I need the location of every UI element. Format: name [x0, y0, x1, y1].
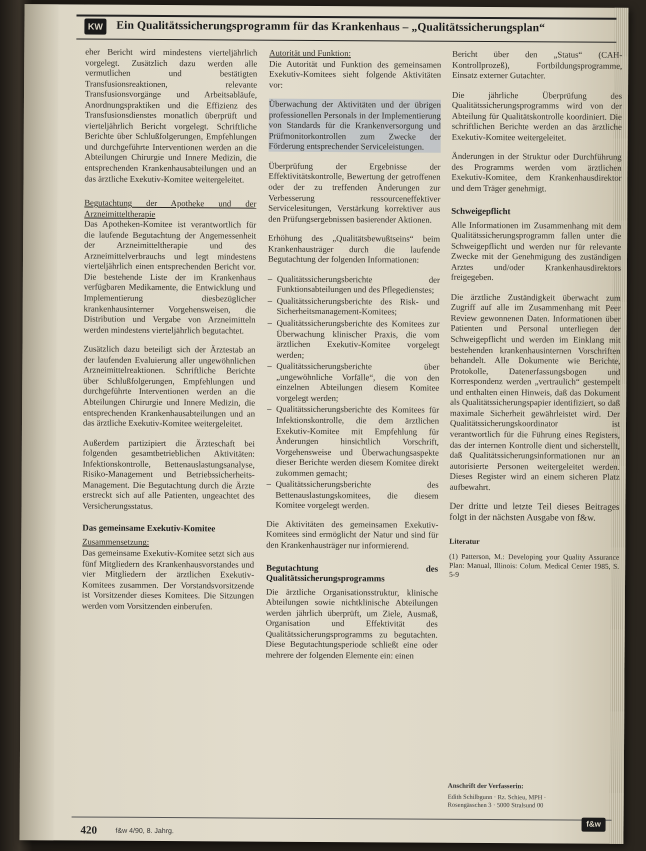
- paragraph: Außerdem partizipiert die Ärzteschaft bei folgenden gesamtbetrieblichen Aktivitäten: Infektionskontrolle, Bettenauslastungsanalyse, Risiko-Management und Betriebssicherheits-Management. Die Begutachtung durch die Ärzte erstreckt sich auf alle Patienten, ungeachtet des Versicherungsstatus.: [82, 437, 255, 511]
- section-heading: Begutachtung des Qualitätssicherungsprogramms: [266, 562, 439, 583]
- literature-heading: Literatur: [449, 537, 480, 547]
- list-item: – Qualitätssicherungsberichte des Komitees für Infektionskontrolle, die dem ärztlichen Exekutiv-Komitee mit Empfehlung für Änderungen hinsichtlich Vorschrift, Vorgehensweise und Überwachungsaspekte dieser Berichte werden diesem Komitee direkt zukommen gemacht;: [267, 404, 439, 479]
- list-item: – Qualitätssicherungsberichte des Komitees zur Überwachung klinischer Praxis, die vom ärztlichen Exekutiv-Komitee vorgelegt werden;: [267, 318, 439, 361]
- paragraph: Die Autorität und Funktion des gemeinsamen Exekutiv-Komitees sieht folgende Aktivitäten vor:: [269, 58, 442, 90]
- section-heading: Schweigepflicht: [451, 205, 511, 216]
- footer-rule: [72, 816, 612, 820]
- fw-footer-logo-icon: f&w: [582, 818, 606, 832]
- literature-item: (1) Patterson, M.: Developing your Quality Assurance Plan: Manual, Illinois: Colum. Medical Center 1985, S. 5-9: [449, 552, 620, 580]
- paragraph: Alle Informationen im Zusammenhang mit dem Qualitätssicherungsprogramm fallen unter die Schweigepflicht und werden nur für relevante Zwecke mit der Genehmigung des zuständigen Arztes und/oder Krankenhausdirektors freigegeben.: [450, 219, 622, 283]
- page-gutter-shadow: [19, 4, 58, 840]
- subsection-heading: Zusammensetzung:: [82, 536, 150, 548]
- paragraph: Das gemeinsame Exekutiv-Komitee setzt sich aus fünf Mitgliedern des Krankenhausvorstandes und vier Mitgliedern der ärztlichen Exekutiv-Komitees zusammen. Der Vorstandsvorsitzende ist Vorsitzender dieses Komitees. Die Sitzungen werden vom Vorsitzenden einberufen.: [81, 547, 255, 612]
- closing-paragraph: Der dritte und letzte Teil dieses Beitrages folgt in der nächsten Ausgabe von f&w.: [449, 501, 620, 523]
- section-block: [84, 198, 257, 336]
- fw-logo-icon: KW: [84, 19, 106, 35]
- section-heading: Das gemeinsame Exekutiv-Komitee: [82, 522, 216, 534]
- section-heading: Begutachtung der Apotheke und der Arzneimitteltherapie: [84, 197, 257, 219]
- running-header: [76, 14, 616, 42]
- literature-block: [449, 537, 619, 580]
- subsection-heading: Autorität und Funktion:: [269, 47, 351, 59]
- paragraph: Änderungen in der Struktur oder Durchführung des Programms werden vom ärztlichen Exekutiv-Komitee, dem Krankenhausdirektor und dem Träger genehmigt.: [451, 151, 622, 194]
- address-lines: Edith Schilbgunn · Rz. Schieu, MPH · Rosengässchen 3 · 5000 Stralsund 00: [447, 793, 547, 810]
- paragraph: eher Bericht wird mindestens vierteljährlich vorgelegt. Zusätzlich dazu werden alle vermutlichen und bestätigten Transfusionsreaktionen, relevante Transfusionsvorgänge und Arbeitsabläufe, Anordnungspraktiken und die Effizienz des Transfusionsdienstes monatlich überprüft und vierteljährlich Bericht vorgelegt. Schriftliche Berichte über Schlußfolgerungen, Empfehlungen und durchgeführte Interventionen werden an die Abteilungen Chirurgie und Innere Medizin, die entsprechenden Krankenhausabteilungen und an das ärztliche Exekutiv-Komitee weitergeleitet.: [84, 46, 258, 185]
- list-item: – Qualitätssicherungsberichte der Funktionsabteilungen und des Pflegedienstes;: [268, 273, 440, 295]
- paragraph: Die Aktivitäten des gemeinsamen Exekutiv-Komitees sind ermöglicht der Natur und sind für den Krankenhausträger nur informierend.: [266, 518, 439, 551]
- address-heading: Anschrift der Verfasserin:: [447, 782, 524, 791]
- paragraph: Zusätzlich dazu beteiligt sich der Ärztestab an der laufenden Evaluierung aller ungewöhnlichen Arzneimittelreaktionen. Schriftliche Berichte über Schlußfolgerungen, Empfehlungen und durchgeführte Interventionen werden an die Abteilungen Chirurgie und Innere Medizin, die entsprechenden Krankenhausabteilungen und an das ärztliche Exekutiv-Komitee weitergeleitet.: [82, 343, 256, 429]
- text-column-1: [82, 47, 257, 621]
- paragraph: Bericht über den „Status“ (CAH-Kontrollprozeß), Fortbildungsprogramme, Einsatz externer Gutachter.: [452, 48, 623, 81]
- list-item: – Qualitätssicherungsberichte des Bettenauslastungskomitees, die diesem Komitee vorgelegt werden.: [266, 479, 438, 512]
- paragraph: Die ärztliche Zuständigkeit überwacht zum Zugriff auf alle im Zusammenhang mit Peer Review gewonnenen Daten. Informationen über Patienten und Personal unterliegen der Schweigepflicht und werden im Einklang mit bestehenden krankenhausinternen Vorschriften behandelt. Alle Dokumente wie Berichte, Protokolle, Datenerfassungsbogen und Korrespondenz werden „vertraulich“ gestempelt und enthalten einen Hinweis, daß das Dokument als Qualitätssicherungspapier identifiziert, so daß maximale Sicherheit gewährleistet wird. Der Qualitätssicherungskoordinator ist verantwortlich für die Führung eines Registers, das der internen Kontrolle dient und sicherstellt, daß Qualitätssicherungsinformationen nur an autorisierte Personen weitergeleitet werden. Dieses Register wird an einem sicheren Platz aufbewahrt.: [449, 291, 621, 492]
- highlighted-paragraph: Überwachung der Aktivitäten und der übrigen professionellen Personals in der Implementierung von Standards für die Krankenversorgung und Prüfmonitorkontrollen zum Zwecke der Förderung entsprechender Serviceleistungen.: [268, 98, 441, 152]
- list-item: – Qualitätssicherungsberichte über „ungewöhnliche Vorfälle“, die von den einzelnen Abteilungen diesem Komitee vorgelegt werden;: [267, 361, 439, 404]
- paragraph: Die jährliche Überprüfung des Qualitätssicherungsprogramms wird von der Abteilung für Qualitätskontrolle koordiniert. Die schriftlichen Berichte werden an das ärztliche Exekutiv-Komitee weitergeleitet.: [451, 89, 623, 143]
- journal-reference: f&w 4/90, 8. Jahrg.: [115, 827, 174, 836]
- list-item: – Qualitätssicherungsberichte des Risk- und Sicherheitsmanagement-Komitees;: [268, 296, 440, 318]
- text-column-3: [449, 49, 622, 580]
- running-title: Ein Qualitätssicherungsprogramm für das Krankenhaus – „Qualitätssicherungsplan“: [116, 19, 546, 35]
- paragraph: Überprüfung der Ergebnisse der Effektivitätskontrolle, Bewertung der getroffenen oder der zu treffenden Änderungen zur Verbesserung ressourceneffektiver Servicelesitungen, Verstärkung korrektiver aus den Prüfungsergebnissen basierender Aktionen.: [268, 160, 441, 225]
- report-list: [266, 273, 439, 511]
- text-column-2: [266, 48, 442, 670]
- page-number: 420: [80, 824, 98, 837]
- author-address: [448, 783, 558, 811]
- paragraph: Das Apotheken-Komitee ist verantwortlich für die laufende Begutachtung der Angemessenheit der Arzneimitteltherapie und des Arzneimittelverbrauchs und legt mindestens vierteljährlich einen entsprechenden Bericht vor. Die bestehende Liste der im Krankenhaus verfügbaren Medikamente, die Entwicklung und Implementierung diesbezüglicher krankenhausinterner Vorgehensweisen, die Distribution und Vergabe von Arzneimitteln werden mindestens vierteljährlich begutachtet.: [83, 218, 257, 336]
- paragraph: Erhöhung des „Qualitätsbewußtseins“ beim Krankenhausträger durch die laufende Begutachtung der folgenden Informationen:: [267, 232, 441, 265]
- magazine-page: [19, 4, 628, 844]
- paragraph: Die ärztliche Organisationsstruktur, klinische Abteilungen sowie nichtklinische Abteilungen werden jährlich überprüft, um Ziele, Ausmaß, Organisation und Effektivität des Qualitätssicherungsprogramms zu begutachten. Diese Begutachtungsperiode schließt eine oder mehrere der folgenden Elemente ein: einen: [265, 586, 439, 661]
